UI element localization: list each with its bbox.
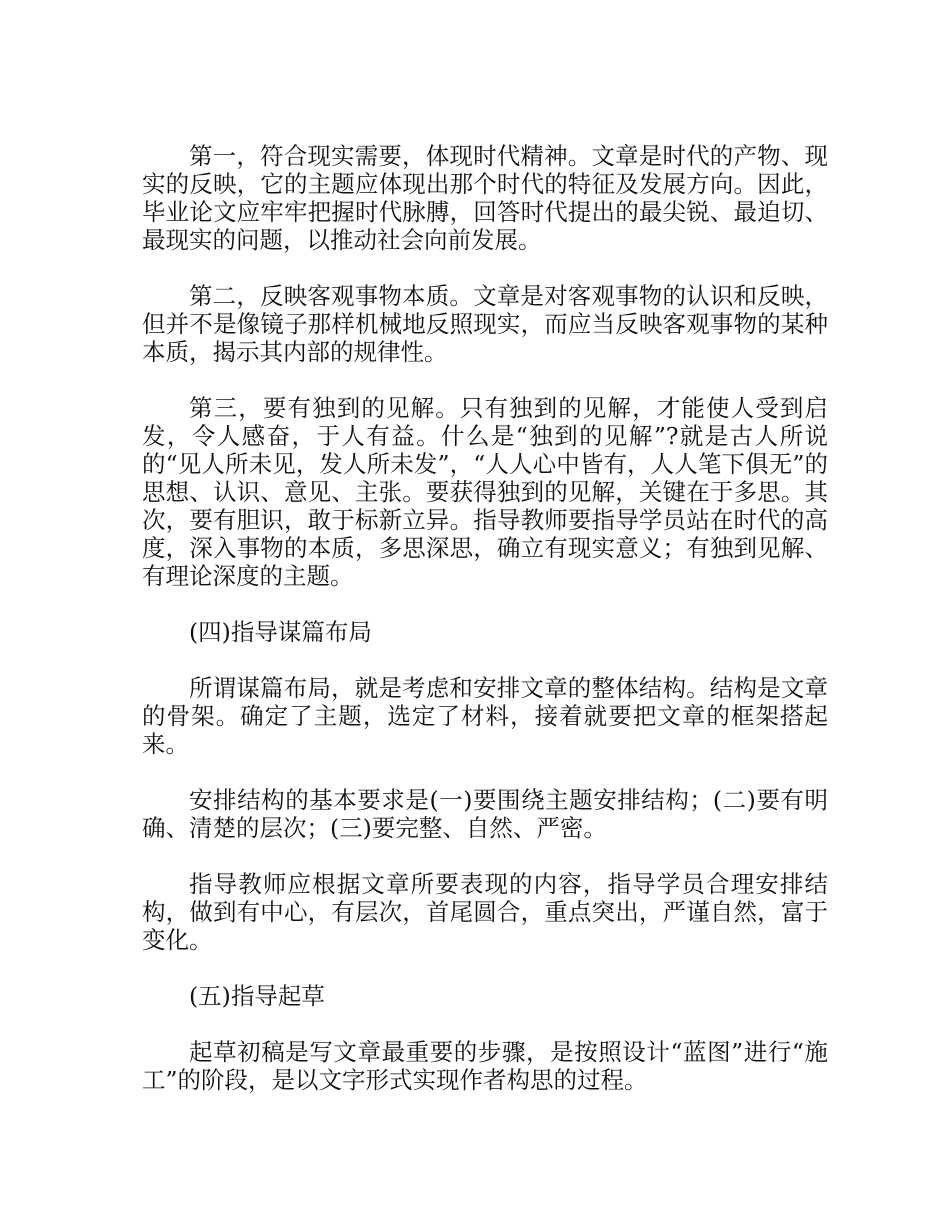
section-heading-layout: (四)指导谋篇布局 [189, 618, 372, 646]
paragraph-point-two: 第二，反映客观事物本质。文章是对客观事物的认识和反映，但并不是像镜子那样机械地反照现实，而应当反映客观事物的某种本质，揭示其内部的规律性。 [142, 282, 828, 366]
paragraph-point-one: 第一，符合现实需要，体现时代精神。文章是时代的产物、现实的反映，它的主题应体现出那个时代的特征及发展方向。因此，毕业论文应牢牢把握时代脉膊，回答时代提出的最尖锐、最迫切、最现实的问题，以推动社会向前发展。 [142, 142, 828, 254]
paragraph-structure-requirements: 安排结构的基本要求是(一)要围绕主题安排结构；(二)要有明确、清楚的层次；(三)要完整、自然、严密。 [142, 786, 828, 842]
paragraph-layout-definition: 所谓谋篇布局，就是考虑和安排文章的整体结构。结构是文章的骨架。确定了主题，选定了材料，接着就要把文章的框架搭起来。 [142, 674, 828, 758]
paragraph-point-three: 第三，要有独到的见解。只有独到的见解，才能使人受到启发，令人感奋，于人有益。什么是“独到的见解”?就是古人所说的“见人所未见，发人所未发”，“人人心中皆有，人人笔下俱无”的思想、认识、意见、主张。要获得独到的见解，关键在于多思。其次，要有胆识，敢于标新立异。指导教师要指导学员站在时代的高度，深入事物的本质，多思深思，确立有现实意义；有独到见解、有理论深度的主题。 [142, 394, 828, 590]
paragraph-teacher-guidance: 指导教师应根据文章所要表现的内容，指导学员合理安排结构，做到有中心，有层次，首尾圆合，重点突出，严谨自然，富于变化。 [142, 870, 828, 954]
section-heading-drafting: (五)指导起草 [189, 982, 325, 1010]
document-page [142, 142, 828, 1122]
paragraph-drafting: 起草初稿是写文章最重要的步骤，是按照设计“蓝图”进行“施工”的阶段，是以文字形式实现作者构思的过程。 [142, 1038, 828, 1094]
